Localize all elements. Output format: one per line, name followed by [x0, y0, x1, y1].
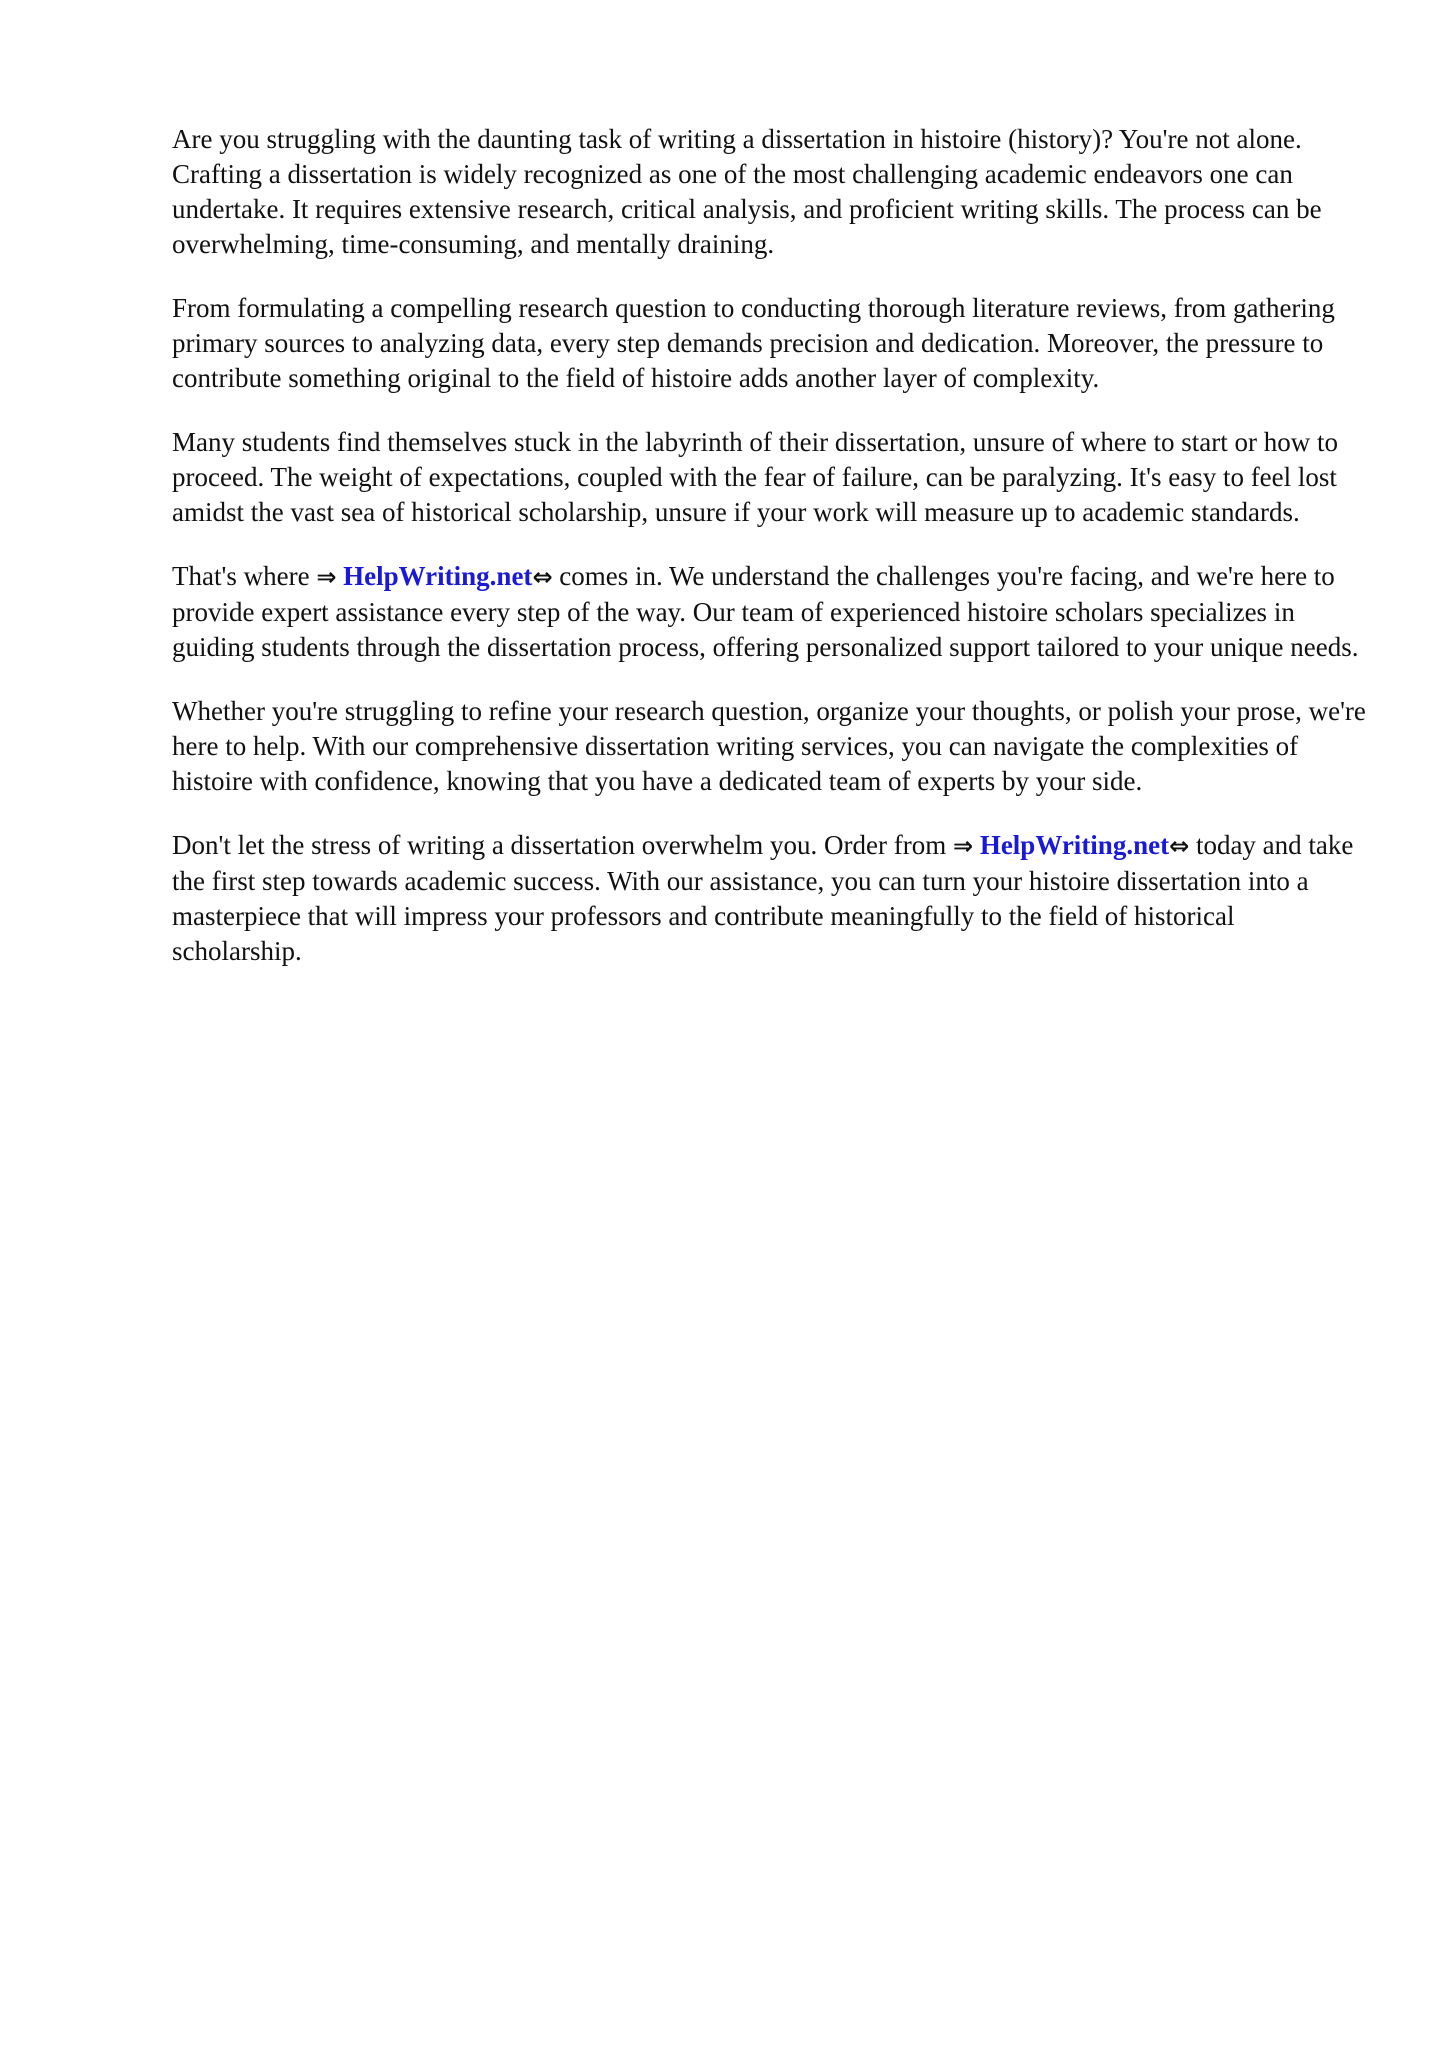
paragraph-1: Are you struggling with the daunting task of writing a dissertation in histoire (history)? You're not alone. Crafting a dissertation is widely recognized as one of the most challenging academic endeavors one can undertake. It requires extensive research, critical analysis, and proficient writing skills. The process can be overwhelming, time-consuming, and mentally draining.	[172, 124, 1322, 259]
helpwriting-link[interactable]: HelpWriting.net	[979, 830, 1170, 860]
right-double-arrow-icon: ⇒	[316, 563, 337, 591]
right-double-arrow-icon: ⇒	[952, 832, 974, 860]
paragraph-6-lead: Don't let the stress of writing a dissertation overwhelm you. Order from	[172, 830, 953, 860]
paragraph-5: Whether you're struggling to refine your research question, organize your thoughts, or polish your prose, we're here to help. With our comprehensive dissertation writing services, you can navigate the complexities of histoire with confidence, knowing that you have a dedicated team of experts by your side.	[172, 696, 1366, 796]
left-right-double-arrow-icon: ⇔	[1169, 832, 1190, 860]
paragraph-4-tail: comes in. We understand the challenges you're facing, and we're here to provide expert assistance every step of the way. Our team of experienced histoire scholars specializes in guiding students through the dissertation process, offering personalized support tailored to your unique needs.	[172, 561, 1359, 662]
document-body	[172, 122, 1367, 998]
paragraph-6-tail: today and take the first step towards academic success. With our assistance, you can turn your histoire dissertation into a masterpiece that will impress your professors and contribute meaningfully to the field of historical scholarship.	[172, 830, 1354, 966]
paragraph-4-lead: That's where	[172, 561, 317, 591]
paragraph-4	[172, 559, 1367, 665]
helpwriting-link[interactable]: HelpWriting.net	[343, 561, 533, 591]
paragraph-2: From formulating a compelling research question to conducting thorough literature reviews, from gathering primary sources to analyzing data, every step demands precision and dedication. Moreover, the pressure to contribute something original to the field of histoire adds another layer of complexity.	[172, 293, 1335, 393]
left-right-double-arrow-icon: ⇔	[532, 563, 553, 591]
paragraph-3: Many students find themselves stuck in the labyrinth of their dissertation, unsure of where to start or how to proceed. The weight of expectations, coupled with the fear of failure, can be paralyzing. It's easy to feel lost amidst the vast sea of historical scholarship, unsure if your work will measure up to academic standards.	[172, 427, 1339, 527]
paragraph-6	[172, 828, 1367, 969]
